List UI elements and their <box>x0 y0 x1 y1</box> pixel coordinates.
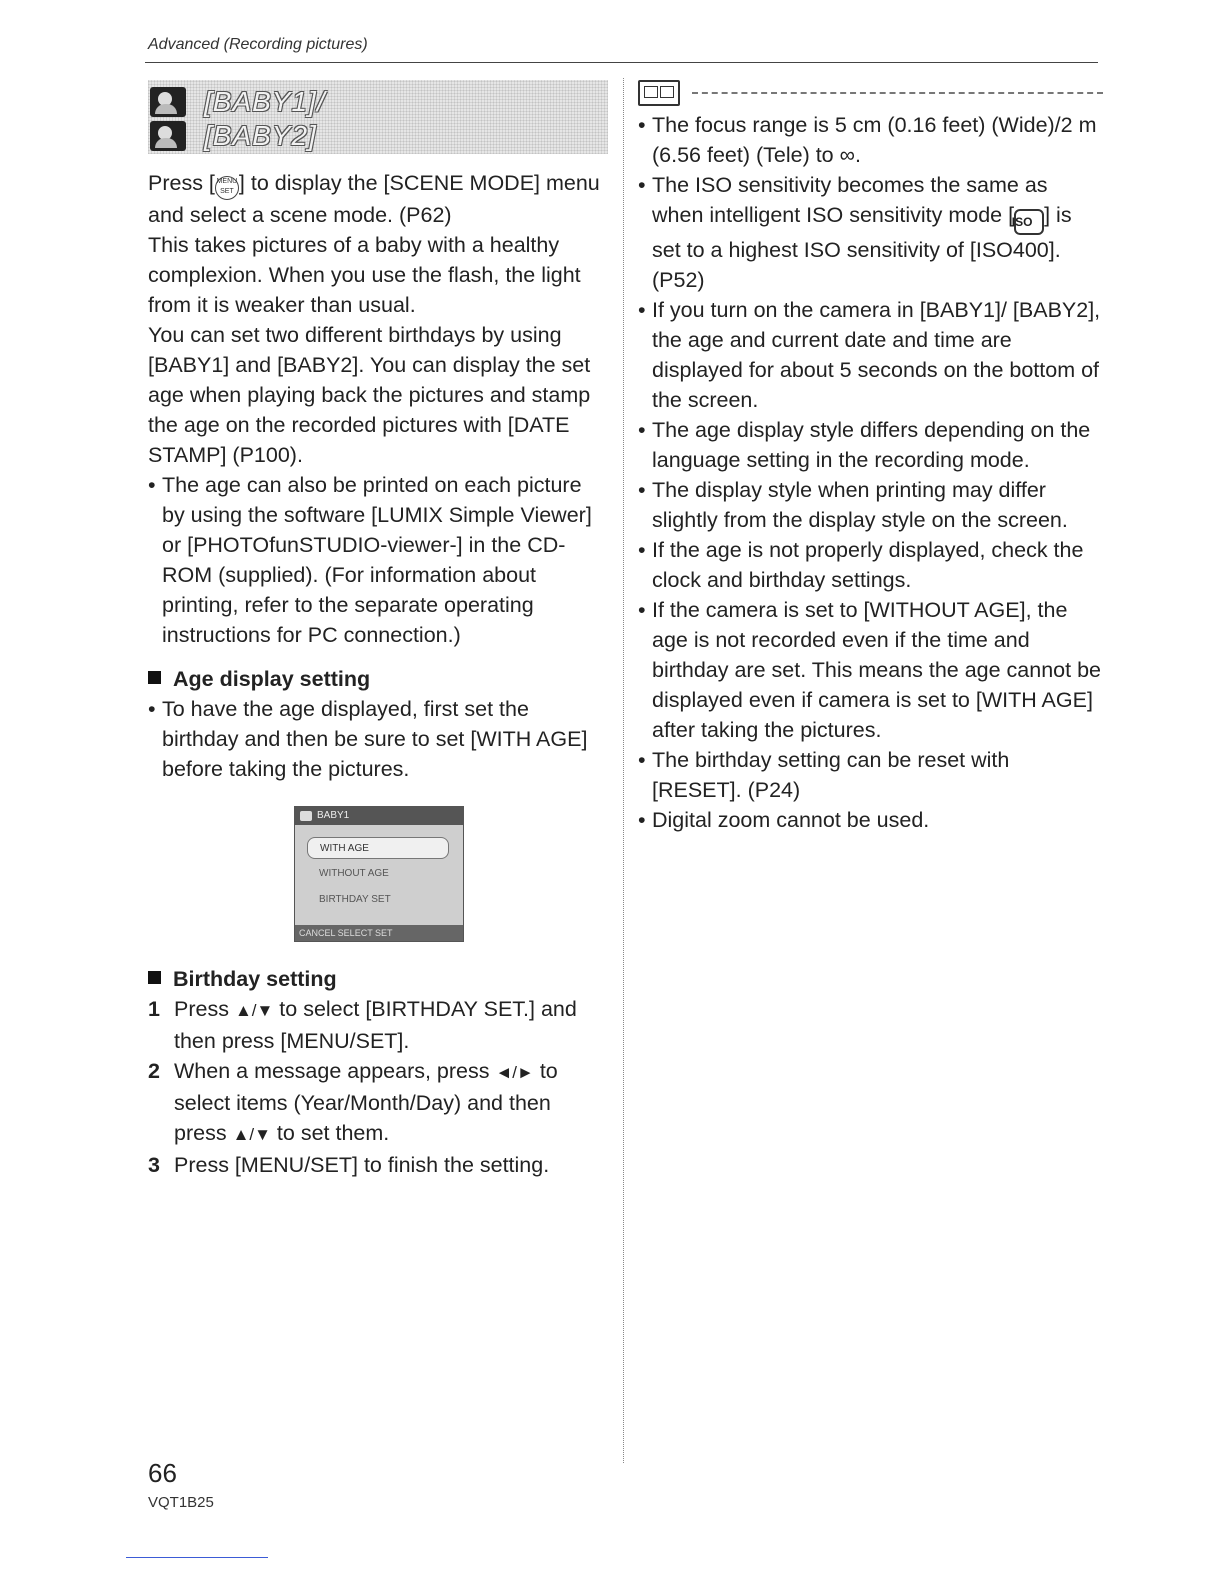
title-banner <box>148 80 608 154</box>
note-language: • The age display style differs depending on the language setting in the recording mode. <box>638 415 1103 475</box>
notes-header <box>638 80 1103 106</box>
step-2: 2 When a message appears, press ◄/► to select items (Year/Month/Day) and then press ▲/▼ to set them. <box>148 1059 558 1145</box>
note-book-icon <box>638 80 680 106</box>
document-code: VQT1B25 <box>148 1494 214 1511</box>
age-display-bullet: • To have the age displayed, first set the birthday and then be sure to set [WITH AGE] before taking the pictures. <box>148 694 608 784</box>
baby-scene-icon <box>150 87 186 117</box>
note-digital-zoom: • Digital zoom cannot be used. <box>638 805 1103 835</box>
step-3: 3 Press [MENU/SET] to finish the setting. <box>148 1153 550 1177</box>
menu-set-icon: MENU SET <box>215 176 239 200</box>
lcd-menu-screenshot <box>294 806 464 942</box>
header-rule <box>145 62 1098 63</box>
up-down-keys: ▲/▼ <box>232 1125 271 1144</box>
intro-bullet: • The age can also be printed on each picture by using the software [LUMIX Simple Viewer] or [PHOTOfunSTUDIO-viewer-] in the CD-ROM (supplied). (For information about printing, refer to the separate operating instructions for PC connection.) <box>148 470 608 650</box>
age-display-heading: Age display setting <box>148 664 608 694</box>
lcd-menu-footer: CANCEL SELECT SET <box>295 925 463 941</box>
intro-paragraph-3: You can set two different birthdays by using [BABY1] and [BABY2]. You can display the set age when playing back the pictures and stamp the age on the recorded pictures with [DATE STAMP] (P100). <box>148 323 591 467</box>
up-down-keys: ▲/▼ <box>234 1001 274 1020</box>
note-printing-style: • The display style when printing may differ slightly from the display style on the screen. <box>638 475 1103 535</box>
intelligent-iso-icon: ISO <box>1014 209 1044 235</box>
notes-dashed-rule <box>692 92 1103 94</box>
note-focus-range: • The focus range is 5 cm (0.16 feet) (Wide)/2 m (6.56 feet) (Tele) to ∞. <box>638 110 1103 170</box>
footer-link-rule <box>126 1557 268 1558</box>
intro-press: Press [ MENU SET ] to display the [SCENE MODE] menu and select a scene mode. (P62) <box>148 171 600 227</box>
lcd-item-without-age: WITHOUT AGE <box>319 868 389 879</box>
title-line-2 <box>150 120 317 152</box>
lcd-item-birthday-set: BIRTHDAY SET <box>319 894 391 905</box>
left-column <box>148 80 608 1180</box>
left-right-keys: ◄/► <box>495 1063 534 1082</box>
lcd-menu-title: BABY1 <box>295 807 463 825</box>
baby-scene-icon <box>150 121 186 151</box>
note-age-display-on: • If you turn on the camera in [BABY1]/ [BABY2], the age and current date and time are displayed for about 5 seconds on the bottom of the screen. <box>638 295 1103 415</box>
note-iso: • The ISO sensitivity becomes the same as when intelligent ISO sensitivity mode [ISO ] is set to a highest ISO sensitivity of [ISO400]. (P52) <box>638 170 1103 295</box>
note-reset: • The birthday setting can be reset with [RESET]. (P24) <box>638 745 1103 805</box>
right-column <box>638 80 1103 835</box>
note-check-settings: • If the age is not properly displayed, check the clock and birthday settings. <box>638 535 1103 595</box>
page-number: 66 <box>148 1458 177 1488</box>
lcd-item-with-age: WITH AGE <box>307 837 449 859</box>
title-line-1 <box>150 86 326 118</box>
title-baby2: [BABY2] <box>204 120 317 151</box>
running-header: Advanced (Recording pictures) <box>148 36 368 53</box>
title-baby1: [BABY1]/ <box>204 86 326 117</box>
intro-paragraph-2: This takes pictures of a baby with a healthy complexion. When you use the flash, the light from it is weaker than usual. <box>148 233 581 317</box>
step-1: 1 Press ▲/▼ to select [BIRTHDAY SET.] and then press [MENU/SET]. <box>148 997 577 1053</box>
birthday-heading: Birthday setting <box>148 964 608 994</box>
column-divider <box>623 78 624 1463</box>
note-without-age: • If the camera is set to [WITHOUT AGE], the age is not recorded even if the time and birthday are set. This means the age cannot be displayed even if camera is set to [WITH AGE] after taking the pictures. <box>638 595 1103 745</box>
